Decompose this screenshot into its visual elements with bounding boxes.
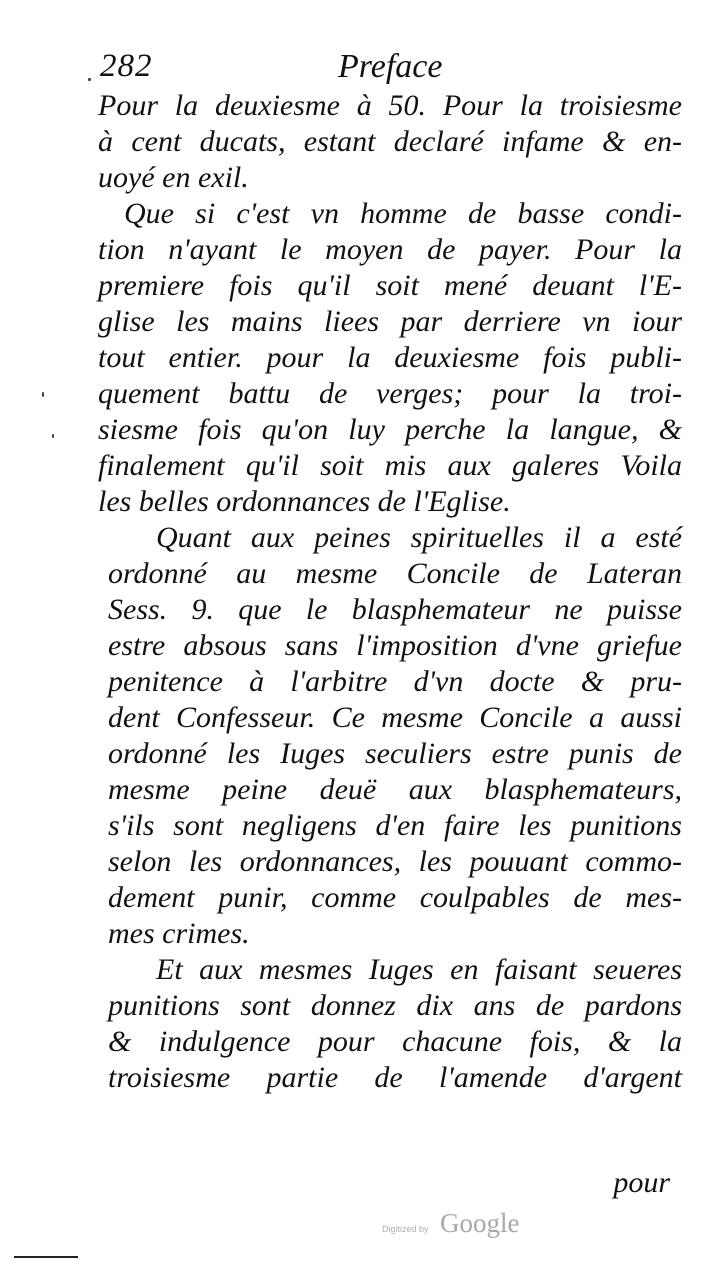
text-line: quement battu de verges; pour la troi- xyxy=(98,377,682,410)
text-line: siesme fois qu'on luy perche la langue, & xyxy=(98,413,682,446)
paragraph-3 xyxy=(98,520,682,952)
catchword: pour xyxy=(613,1166,670,1199)
paragraph-1 xyxy=(98,88,682,196)
scan-speck xyxy=(42,392,44,397)
text-line: ordonné les Iuges seculiers estre punis de xyxy=(108,737,682,770)
body-text xyxy=(98,88,682,1096)
text-line: Sess. 9. que le blasphemateur ne puisse xyxy=(108,593,682,626)
text-line: troisiesme partie de l'amende d'argent xyxy=(108,1061,682,1094)
text-line: Que si c'est vn homme de basse condi- xyxy=(124,197,682,230)
paragraph-4 xyxy=(98,952,682,1096)
watermark-caption: Digitized by xyxy=(382,1224,429,1234)
text-line: tout entier. pour la deuxiesme fois publi- xyxy=(98,341,682,374)
text-line: tion n'ayant le moyen de payer. Pour la xyxy=(98,233,682,266)
margin-rule xyxy=(14,1256,78,1258)
text-line: dent Confesseur. Ce mesme Concile a aussi xyxy=(108,701,682,734)
text-line: les belles ordonnances de l'Eglise. xyxy=(98,485,511,518)
page-number: 282 xyxy=(100,48,153,84)
running-title: Preface xyxy=(338,48,443,85)
text-line: Pour la deuxiesme à 50. Pour la troisiesme xyxy=(98,89,682,122)
text-line: Et aux mesmes Iuges en faisant seueres xyxy=(156,953,682,986)
text-line: estre absous sans l'imposition d'vne griefue xyxy=(108,629,682,662)
google-logo: Google xyxy=(440,1208,520,1238)
text-line: & indulgence pour chacune fois, & la xyxy=(108,1025,682,1058)
text-line: Quant aux peines spirituelles il a esté xyxy=(156,521,682,554)
text-line: selon les ordonnances, les pouuant commo- xyxy=(108,845,682,878)
digitized-watermark xyxy=(382,1208,542,1248)
text-line: finalement qu'il soit mis aux galeres Voila xyxy=(98,449,682,482)
text-line: ordonné au mesme Concile de Lateran xyxy=(108,557,682,590)
scan-speck xyxy=(52,434,54,438)
text-line: penitence à l'arbitre d'vn docte & pru- xyxy=(108,665,682,698)
paragraph-2 xyxy=(98,196,682,520)
scan-speck xyxy=(88,78,91,81)
text-line: s'ils sont negligens d'en faire les punitions xyxy=(108,809,682,842)
text-line: mesme peine deuë aux blasphemateurs, xyxy=(108,773,682,806)
text-line: dement punir, comme coulpables de mes- xyxy=(108,881,682,914)
text-line: glise les mains liees par derriere vn iour xyxy=(98,305,682,338)
text-line: mes crimes. xyxy=(108,917,250,950)
text-line: punitions sont donnez dix ans de pardons xyxy=(108,989,682,1022)
page-header xyxy=(96,48,656,92)
text-line: à cent ducats, estant declaré infame & en- xyxy=(98,125,682,158)
text-line: uoyé en exil. xyxy=(98,161,249,194)
text-line: premiere fois qu'il soit mené deuant l'E- xyxy=(98,269,682,302)
